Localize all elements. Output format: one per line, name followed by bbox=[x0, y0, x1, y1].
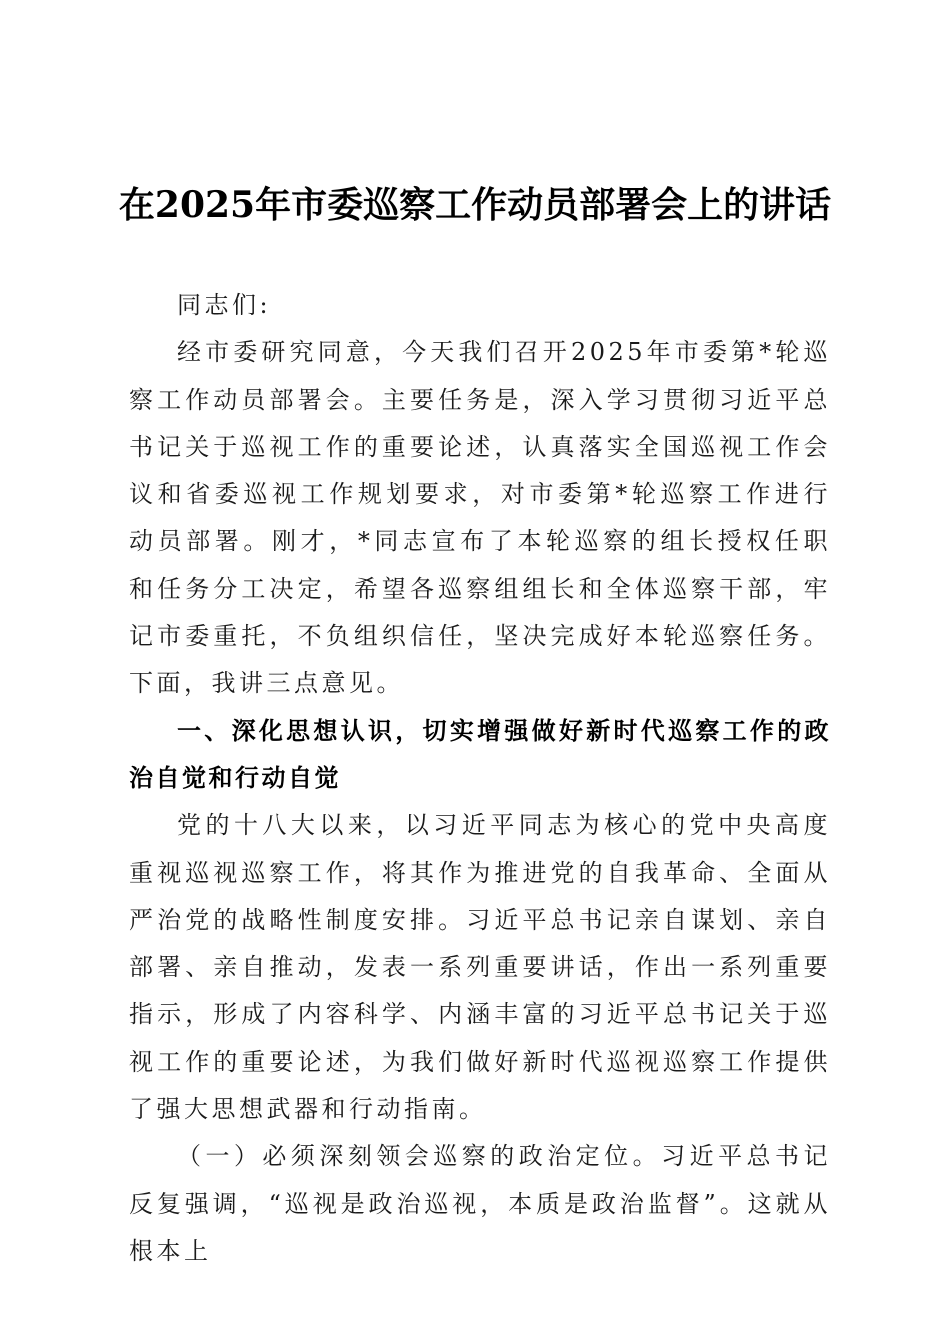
salutation: 同志们: bbox=[177, 291, 272, 319]
document-title: 在2025年市委巡察工作动员部署会上的讲话 bbox=[118, 184, 832, 226]
section-paragraph: 党的十八大以来，以习近平同志为核心的党中央高度重视巡视巡察工作，将其作为推进党的自我革命、全面从严治党的战略性制度安排。习近平总书记亲自谋划、亲自部署、亲自推动，发表一系列重要讲话，作出一系列重要指示，形成了内容科学、内涵丰富的习近平总书记关于巡视工作的重要论述，为我们做好新时代巡视巡察工作提供了强大思想武器和行动指南。 bbox=[129, 811, 831, 1124]
intro-paragraph: 经市委研究同意，今天我们召开2025年市委第*轮巡察工作动员部署会。主要任务是，深入学习贯彻习近平总书记关于巡视工作的重要论述，认真落实全国巡视工作会议和省委巡视工作规划要求，对市委第*轮巡察工作进行动员部署。刚才，*同志宣布了本轮巡察的组长授权任职和任务分工决定，希望各巡察组组长和全体巡察干部，牢记市委重托，不负组织信任，坚决完成好本轮巡察任务。下面，我讲三点意见。 bbox=[129, 338, 831, 698]
section-heading: 一、深化思想认识，切实增强做好新时代巡察工作的政治自觉和行动自觉 bbox=[129, 716, 831, 792]
subsection-paragraph: （一）必须深刻领会巡察的政治定位。习近平总书记反复强调，“巡视是政治巡视，本质是政治监督”。这就从根本上 bbox=[129, 1142, 831, 1265]
document-body bbox=[129, 282, 831, 1275]
